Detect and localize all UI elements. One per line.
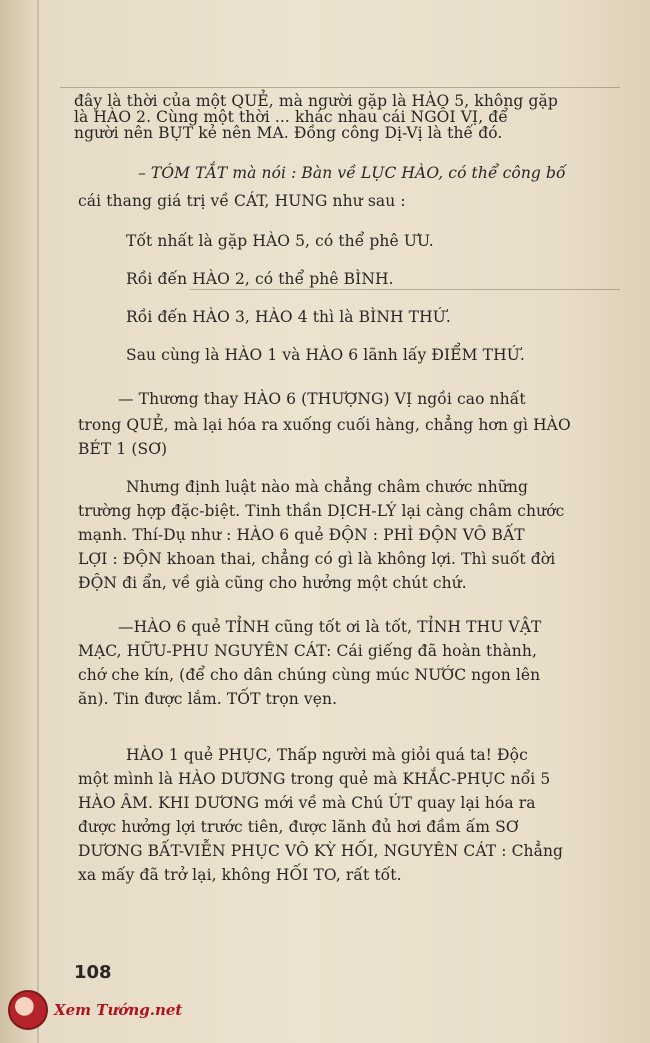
text-line: LỢI : ĐỘN khoan thai, chẳng có gì là không lợi. Thì suốt đời — [78, 550, 556, 568]
text-line: BÉT 1 (SƠ) — [78, 440, 168, 458]
text-line: —HÀO 6 quẻ TỈNH cũng tốt ơi là tốt, TỈNH THU VẬT — [118, 618, 542, 636]
text-line: HÀO 1 quẻ PHỤC, Thấp người mà giỏi quá ta! Độc — [126, 746, 528, 764]
text-line: ĐỘN đi ẩn, về già cũng cho hưởng một chút chứ. — [78, 574, 467, 592]
text-line: ăn). Tin được lắm. TỐT trọn vẹn. — [78, 690, 338, 708]
text-line: Rồi đến HÀO 3, HÀO 4 thì là BÌNH THỨ. — [126, 308, 451, 326]
text-line: chớ che kín, (để cho dân chúng cùng múc NƯỚC ngon lên — [78, 666, 541, 684]
text-line: đây là thời của một QUẺ, mà người gặp là HÀO 5, không gặp — [74, 92, 558, 110]
text-line: Rồi đến HÀO 2, có thể phê BÌNH. — [126, 270, 394, 288]
page-number: 108 — [74, 962, 112, 983]
text-line: một mình là HÀO DƯƠNG trong quẻ mà KHẮC-PHỤC nổi 5 — [78, 770, 551, 788]
text-line: trong QUẺ, mà lại hóa ra xuống cuối hàng, chẳng hơn gì HÀO — [78, 416, 571, 434]
text-line: MẠC, HỮU-PHU NGUYÊN CÁT: Cái giếng đã hoàn thành, — [78, 642, 537, 660]
paper-crease — [60, 87, 620, 88]
text-line: Sau cùng là HÀO 1 và HÀO 6 lãnh lấy ĐIỂM THỨ. — [126, 346, 525, 364]
watermark-text: Xem Tướng.net — [54, 1001, 183, 1019]
text-line: – TÓM TẮT mà nói : Bàn về LỤC HÀO, có thể công bố — [138, 164, 566, 182]
site-watermark — [8, 990, 182, 1030]
text-line: trường hợp đặc-biệt. Tinh thần DỊCH-LÝ lại càng châm chước — [78, 502, 565, 520]
text-line: mạnh. Thí-Dụ như : HÀO 6 quẻ ĐỘN : PHÌ ĐỘN VÔ BẤT — [78, 526, 525, 544]
text-line: Nhưng định luật nào mà chẳng châm chước những — [126, 478, 529, 496]
text-line: được hưởng lợi trước tiên, được lãnh đủ hơi đầm ấm SƠ — [78, 818, 519, 836]
page-fold — [37, 0, 39, 1043]
yin-yang-icon — [8, 990, 48, 1030]
text-line: là HÀO 2. Cùng một thời ... khác nhau cái NGÔI VỊ, để — [74, 108, 508, 126]
text-line: — Thương thay HÀO 6 (THƯỢNG) VỊ ngồi cao nhất — [118, 390, 526, 408]
text-line: Tốt nhất là gặp HÀO 5, có thể phê ƯU. — [126, 232, 434, 250]
text-line: HÀO ÂM. KHI DƯƠNG mới về mà Chú ÚT quay lại hóa ra — [78, 794, 536, 812]
body-text — [74, 90, 590, 886]
text-line: DƯƠNG BẤT-VIỄN PHỤC VÔ KỲ HỐI, NGUYÊN CÁT : Chẳng — [78, 842, 564, 860]
text-line: cái thang giá trị về CÁT, HUNG như sau : — [78, 192, 406, 210]
text-line: người nên BỤT kẻ nên MA. Đồng công Dị-Vị là thế đó. — [74, 124, 503, 142]
text-line: xa mấy đã trở lại, không HỐI TO, rất tốt. — [78, 866, 402, 884]
